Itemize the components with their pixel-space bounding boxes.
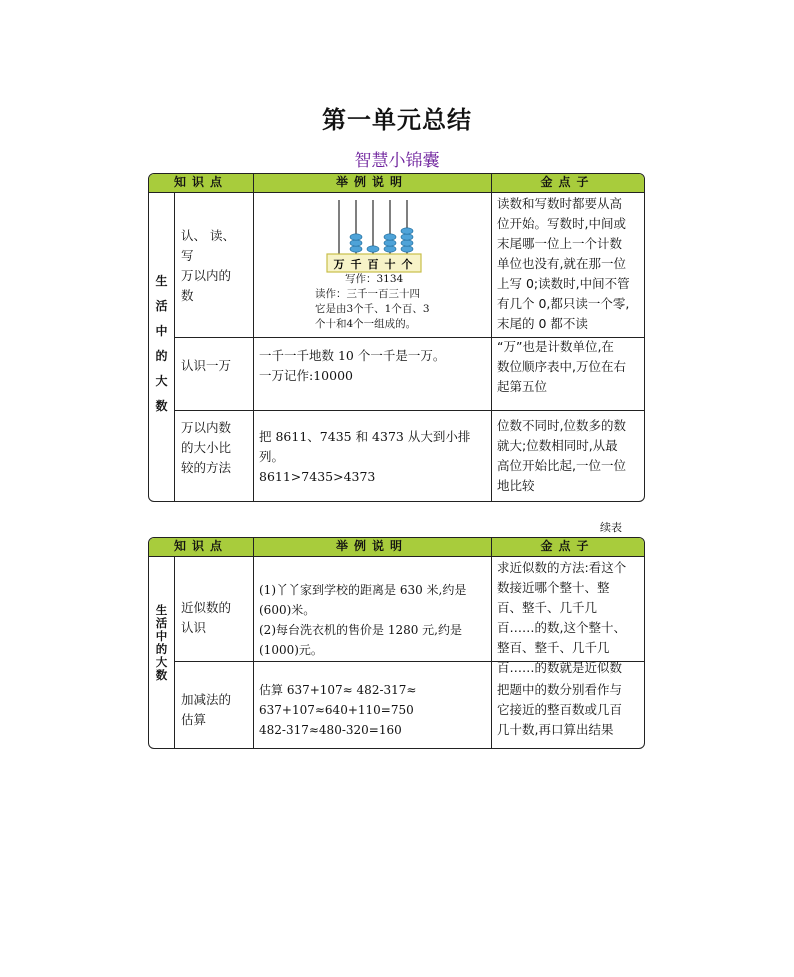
row1-topic: 近似数的 认识 — [181, 600, 232, 635]
row1-tip: 读数和写数时都要从高 位开始。写数时,中间或 末尾哪一位上一个计数 单位也没有,就在那一位 上写 0;读数时,中间不管 有几个 0,都只读一个零, 末尾的 0 都不读 — [497, 196, 630, 331]
summary-table-2 — [148, 537, 645, 749]
row2-topic: 加减法的 估算 — [181, 692, 232, 727]
abacus-col-bai: 百 — [367, 258, 379, 271]
row3-example: 把 8611、7435 和 4373 从大到小排 列。 8611>7435>4373 — [259, 429, 471, 484]
row1-tip: 求近似数的方法:看这个 数接近哪个整十、整 百、整千、几千几 百……的数,这个整十、 整百、整千、几千几 百……的数就是近似数 — [497, 560, 627, 675]
abacus-caption: 写作：3134 读作：三千一百三十四 它是由3个千、1个百、3 个十和4个一组成的。 — [315, 273, 430, 330]
header-example: 举例说明 — [335, 539, 408, 553]
abacus-col-wan: 万 — [333, 258, 345, 271]
header-topic: 知识点 — [173, 175, 228, 189]
row2-example: 一千一千地数 10 个一千是一万。 一万记作:10000 — [259, 348, 446, 383]
row2-topic: 认识一万 — [181, 358, 232, 373]
abacus-illustration — [325, 198, 423, 274]
row3-tip: 位数不同时,位数多的数 就大;位数相同时,从最 高位开始比起,一位一位 地比较 — [497, 418, 626, 493]
table-header — [149, 538, 644, 557]
continued-label: 续表 — [600, 521, 622, 534]
row2-example: 估算 637+107≈ 482-317≈ 637+107≈640+110=750 482-317≈480-320=160 — [259, 683, 417, 737]
row2-tip: “万”也是计数单位,在 数位顺序表中,万位在右 起第五位 — [497, 339, 626, 394]
row1-example: (1)丫丫家到学校的距离是 630 米,约是 (600)米。 (2)每台洗衣机的售价是 1280 元,约是 (1000)元。 — [259, 583, 467, 657]
header-example: 举例说明 — [335, 175, 408, 189]
header-tip: 金点子 — [540, 175, 595, 189]
side-label: 生 活 中 的 大 数 — [155, 603, 168, 682]
row2-tip: 把题中的数分别看作与 它接近的整百数或几百 几十数,再口算出结果 — [497, 682, 623, 737]
table-header — [149, 174, 644, 193]
summary-table-1 — [148, 173, 645, 502]
header-topic: 知识点 — [173, 539, 228, 553]
row1-topic: 认、 读、 写 万以内的 数 — [181, 228, 235, 303]
header-tip: 金点子 — [540, 539, 595, 553]
side-label: 生 活 中 的 大 数 — [155, 274, 168, 413]
page-subtitle: 智慧小锦囊 — [354, 151, 440, 171]
row3-topic: 万以内数 的大小比 较的方法 — [181, 420, 232, 475]
abacus-col-shi: 十 — [384, 258, 396, 271]
abacus-col-qian: 千 — [350, 258, 362, 271]
abacus-col-ge: 个 — [401, 258, 413, 271]
page-title: 第一单元总结 — [322, 106, 472, 134]
